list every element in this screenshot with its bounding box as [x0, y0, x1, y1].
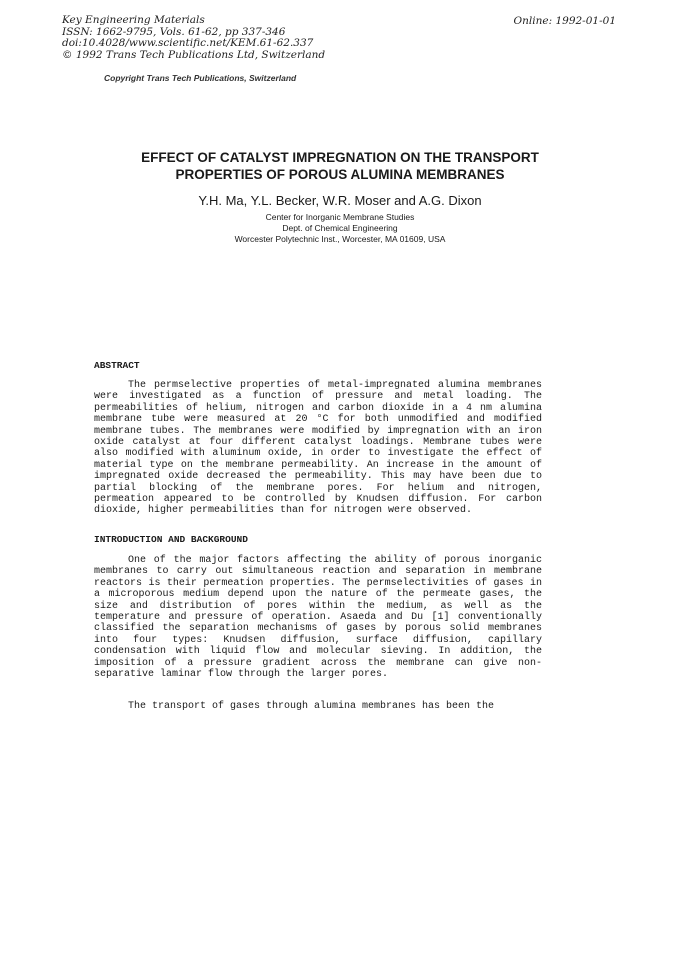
affiliation	[100, 212, 580, 245]
abstract-section	[94, 380, 542, 517]
introduction-paragraph-2	[94, 701, 542, 712]
paper-title	[100, 150, 580, 183]
doi-line: doi:10.4028/www.scientific.net/KEM.61-62.337	[62, 37, 314, 49]
introduction-text-1: One of the major factors affecting the ability of porous inorganic membranes to carry out simultaneous reaction and separation in membrane reactors is their permeation properties. The permselectivities of gases in a microporous medium depend upon the nature of the permeate gases, the size and distribution of pores within the medium, as well as the temperature and pressure of operation. Asaeda and Du [1] conventionally classified the separation mechanisms of gases by porous solid membranes into four types: Knudsen diffusion, surface diffusion, capillary condensation with liquid flow and molecular sieving. In addition, the imposition of a pressure gradient across the membrane can give non-separative laminar flow through the larger pores.	[94, 555, 542, 681]
introduction-section	[94, 555, 542, 680]
author-list: Y.H. Ma, Y.L. Becker, W.R. Moser and A.G. Dixon	[198, 193, 482, 208]
introduction-paragraph-1	[94, 555, 542, 680]
affiliation-dept: Dept. of Chemical Engineering	[282, 223, 398, 233]
publication-info	[62, 15, 325, 61]
affiliation-institute: Worcester Polytechnic Inst., Worcester, MA 01609, USA	[234, 234, 446, 244]
abstract-paragraph	[94, 380, 542, 517]
introduction-text-2: The transport of gases through alumina membranes has been the	[128, 701, 495, 712]
online-date: Online: 1992-01-01	[513, 15, 616, 27]
abstract-text: The permselective properties of metal-impregnated alumina membranes were investigated as a function of pressure and metal loading. The permeabilities of helium, nitrogen and carbon dioxide in a 4 nm alumina membrane tube were measured at 20 °C for both unmodified and modified membrane tubes. The membranes were modified by impregnation with an iron oxide catalyst at four different catalyst loadings. Membrane tubes were also modified with aluminum oxide, in order to investigate the effect of material type on the membrane permeability. An increase in the amount of impregnated oxide decreased the permeability. This may have been due to partial blocking of the membrane pores. For helium and nitrogen, permeation appeared to be controlled by Knudsen diffusion. For carbon dioxide, higher permeabilities than for nitrogen were observed.	[94, 380, 542, 517]
publisher-copyright: Copyright Trans Tech Publications, Switzerland	[104, 73, 297, 83]
abstract-heading: ABSTRACT	[94, 360, 140, 371]
introduction-heading: INTRODUCTION AND BACKGROUND	[94, 534, 248, 545]
title-line-2: PROPERTIES OF POROUS ALUMINA MEMBRANES	[175, 166, 505, 182]
title-line-1: EFFECT OF CATALYST IMPREGNATION ON THE TRANSPORT	[141, 150, 539, 165]
affiliation-center: Center for Inorganic Membrane Studies	[265, 212, 415, 222]
issn-line: ISSN: 1662-9795, Vols. 61-62, pp 337-346	[62, 25, 286, 38]
journal-name: Key Engineering Materials	[62, 14, 205, 26]
copyright-line: © 1992 Trans Tech Publications Ltd, Switzerland	[62, 48, 326, 61]
introduction-paragraph-2-block	[94, 701, 542, 712]
